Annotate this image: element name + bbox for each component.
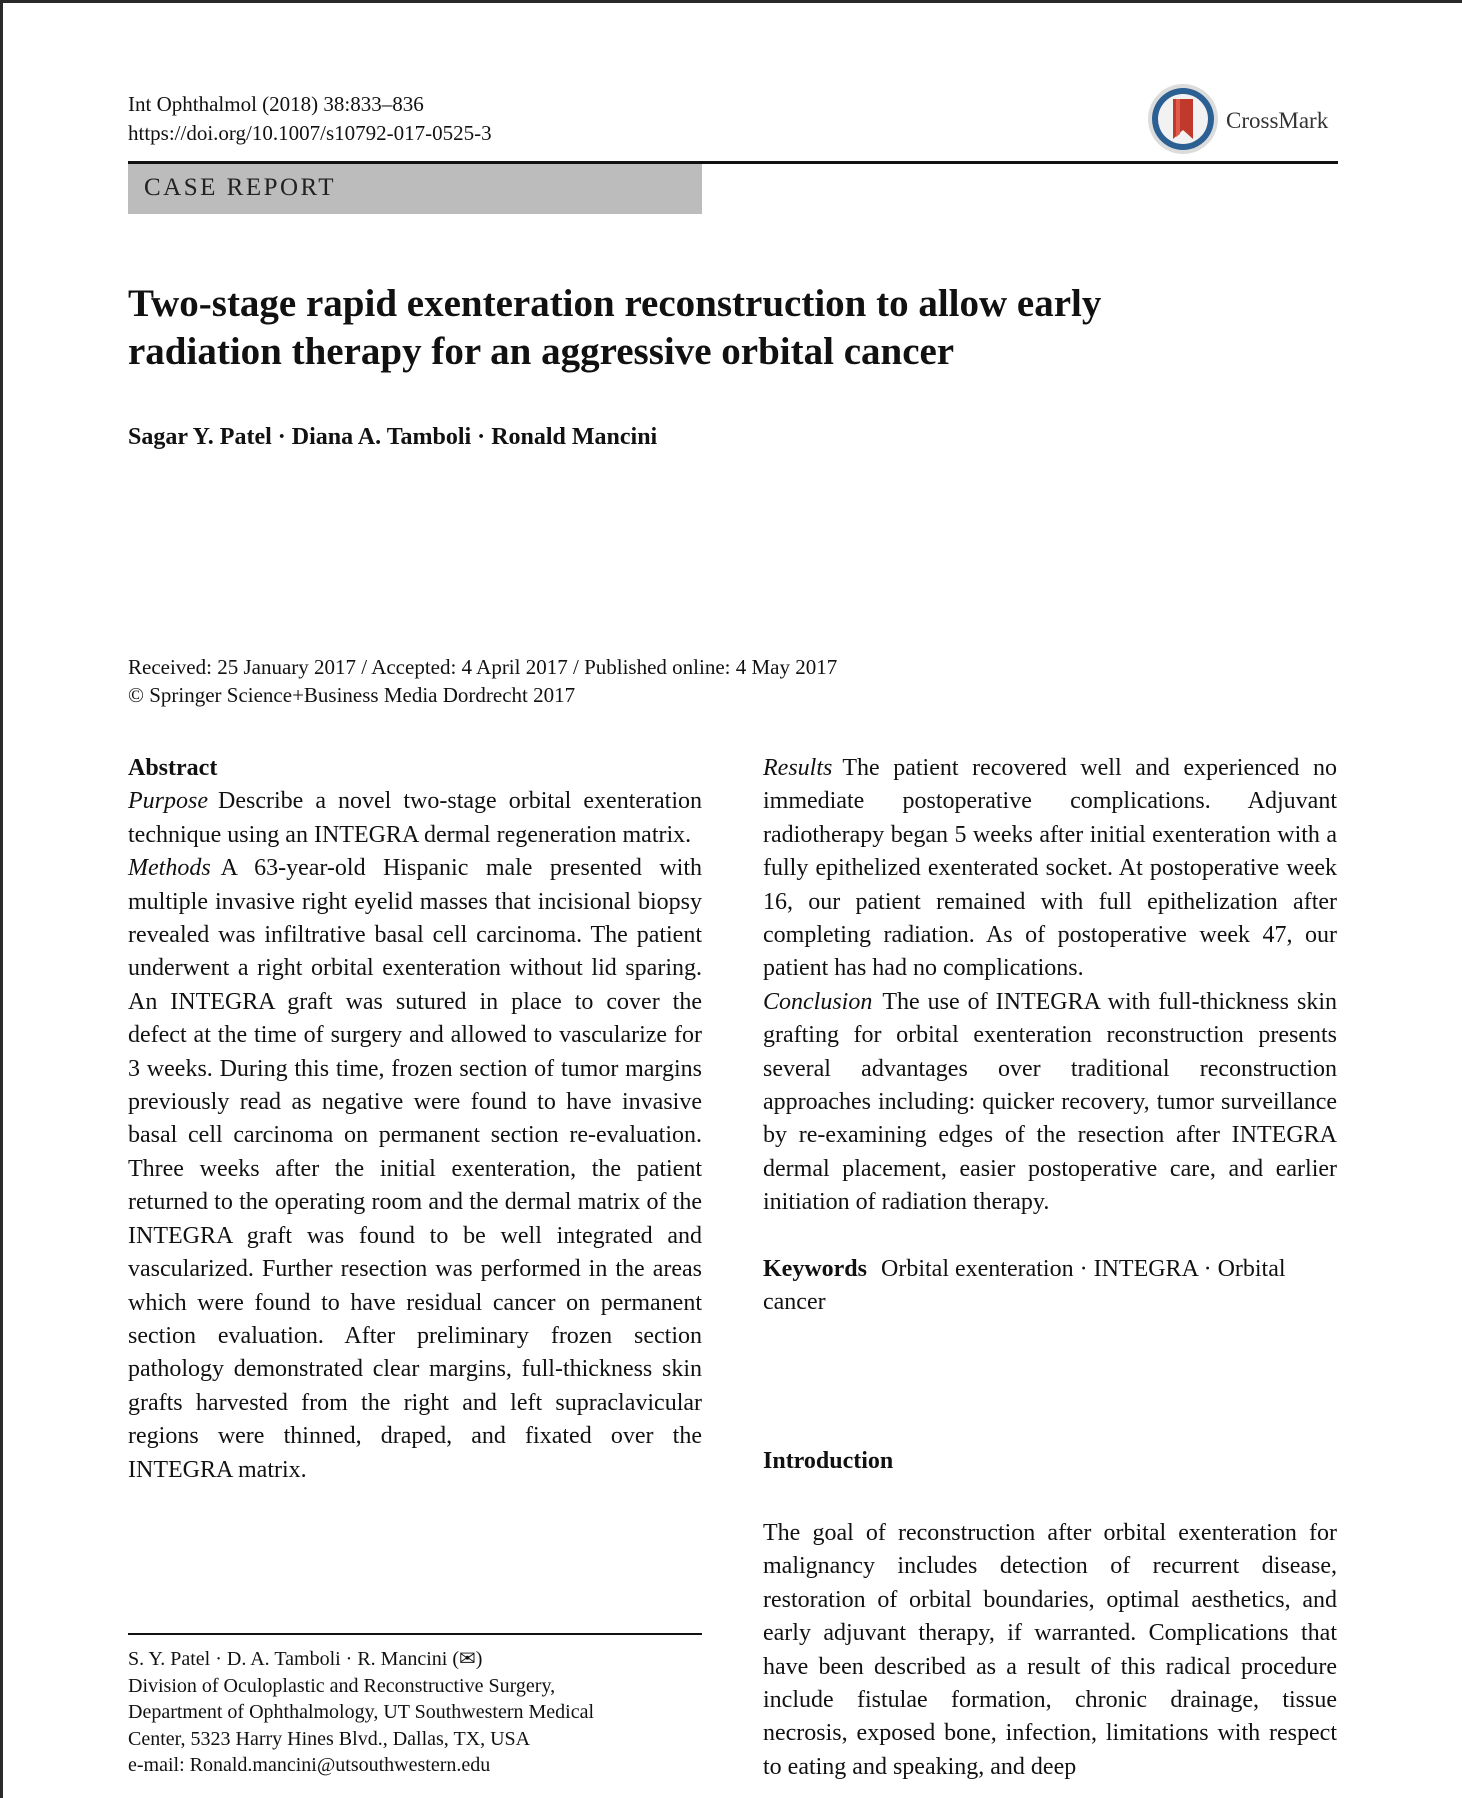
keywords-label: Keywords	[763, 1255, 867, 1282]
page-border-left	[0, 0, 3, 1798]
article-title	[128, 280, 1308, 376]
title-line: Two-stage rapid exenteration reconstruction to allow early	[128, 282, 1102, 325]
abstract-conclusion	[763, 986, 1337, 1220]
page-border-top	[0, 0, 1462, 3]
crossmark-badge[interactable]	[1146, 82, 1366, 158]
history-dates: Received: 25 January 2017 / Accepted: 4 April 2017 / Published online: 4 May 2017	[128, 655, 838, 679]
keywords	[763, 1253, 1337, 1320]
footnote-authors: S. Y. Patel · D. A. Tamboli · R. Mancini (✉)	[128, 1648, 483, 1670]
title-line: radiation therapy for an aggressive orbital cancer	[128, 330, 955, 373]
article-type-label: CASE REPORT	[144, 174, 337, 201]
journal-citation: Int Ophthalmol (2018) 38:833–836	[128, 92, 424, 116]
methods-label: Methods	[128, 855, 211, 882]
email-link[interactable]: e-mail: Ronald.mancini@utsouthwestern.edu	[128, 1754, 491, 1776]
journal-info	[128, 90, 492, 148]
conclusion-text: The use of INTEGRA with full-thickness skin grafting for orbital exenteration reconstruction presents several advantages over traditional reconstruction approaches including: quicker recovery, tumor surveillance by re-examining edges of the resection after INTEGRA dermal placement, easier postoperative care, and earlier initiation of radiation therapy.	[763, 988, 1337, 1216]
abstract-results	[763, 752, 1337, 986]
crossmark-label: CrossMark	[1226, 108, 1329, 133]
conclusion-label: Conclusion	[763, 988, 873, 1015]
introduction-text: The goal of reconstruction after orbital exenteration for malignancy includes detection of recurrent disease, restoration of orbital boundaries, optimal aesthetics, and early adjuvant therapy, if warranted. Complications that have been described as a result of this radical procedure include fistulae formation, chronic drainage, tissue necrosis, exposed bone, infection, limitations with respect to eating and speaking, and deep	[763, 1520, 1337, 1780]
abstract-column-left	[128, 752, 702, 1487]
footnote-rule	[128, 1633, 702, 1635]
results-text: The patient recovered well and experienced no immediate postoperative complications. Adjuvant radiotherapy began 5 weeks after initial exenteration with a fully epithelized exenterated socket. At postoperative week 16, our patient remained with full epithelization after completing radiation. As of postoperative week 47, our patient has had no complications.	[763, 755, 1337, 982]
affiliation-footnote	[128, 1646, 708, 1779]
introduction-heading: Introduction	[763, 1448, 894, 1474]
abstract-heading: Abstract	[128, 755, 218, 781]
abstract-column-right	[763, 752, 1337, 1320]
article-type-band	[128, 164, 702, 214]
author-list: Sagar Y. Patel · Diana A. Tamboli · Ronald Mancini	[128, 424, 658, 450]
purpose-text: Describe a novel two-stage orbital exenteration technique using an INTEGRA dermal regeneration matrix.	[128, 788, 702, 848]
crossmark-icon	[1146, 82, 1220, 156]
abstract-methods	[128, 852, 702, 1487]
affiliation-line: Division of Oculoplastic and Reconstructive Surgery,	[128, 1674, 556, 1697]
purpose-label: Purpose	[128, 788, 208, 815]
abstract-purpose	[128, 785, 702, 852]
affiliation-line: Center, 5323 Harry Hines Blvd., Dallas, TX, USA	[128, 1727, 531, 1750]
publication-history	[128, 653, 837, 709]
affiliation-line: Department of Ophthalmology, UT Southwestern Medical	[128, 1701, 595, 1723]
doi-link[interactable]: https://doi.org/10.1007/s10792-017-0525-3	[128, 121, 492, 145]
results-label: Results	[763, 755, 833, 781]
methods-text: A 63-year-old Hispanic male presented with multiple invasive right eyelid masses that incisional biopsy revealed was infiltrative basal cell carcinoma. The patient underwent a right orbital exenteration without lid sparing. An INTEGRA graft was sutured in place to cover the defect at the time of surgery and allowed to vascularize for 3 weeks. During this time, frozen section of tumor margins previously read as negative were found to have invasive basal cell carcinoma on permanent section re-evaluation. Three weeks after the initial exenteration, the patient returned to the operating room and the dermal matrix of the INTEGRA graft was found to be well integrated and vascularized. Further resection was performed in the areas which were found to have residual cancer on permanent section evaluation. After preliminary frozen section pathology demonstrated clear margins, full-thickness skin grafts harvested from the right and left supraclavicular regions were thinned, draped, and fixated over the INTEGRA matrix.	[128, 855, 702, 1483]
keywords-text: Orbital exenteration · INTEGRA · Orbital cancer	[763, 1255, 1286, 1316]
copyright-line: © Springer Science+Business Media Dordrecht 2017	[128, 683, 576, 707]
